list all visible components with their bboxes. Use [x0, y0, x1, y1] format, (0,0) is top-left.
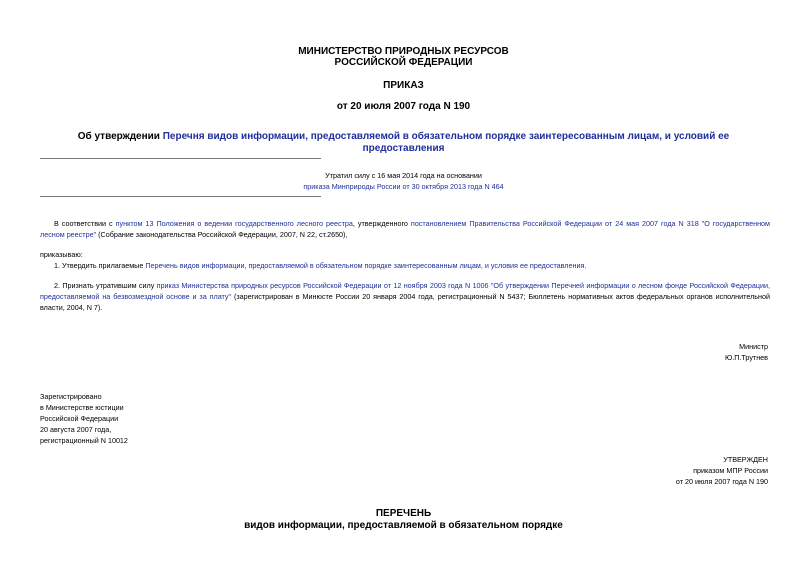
item-2-end: (зарегистрирован в Минюсте России 20 января 2004 года, регистрационный N 5437; Бюллетень нормативных актов федеральных органов исполнительной власти, 2004, N 7).	[40, 292, 770, 312]
approval-line-3: от 20 июля 2007 года N 190	[675, 477, 768, 486]
registration-block	[40, 391, 240, 446]
ministry-line-1: МИНИСТЕРСТВО ПРИРОДНЫХ РЕСУРСОВ	[298, 46, 509, 57]
list-heading-line-2: видов информации, предоставляемой в обязательном порядке	[244, 520, 563, 531]
item-1-text: 1. Утвердить прилагаемые	[54, 261, 146, 270]
divider-bottom	[40, 196, 321, 197]
ministry-heading	[0, 46, 807, 68]
order-word: приказываю:	[40, 250, 83, 259]
status-note	[40, 170, 767, 192]
approval-line-2: приказом МПР России	[693, 466, 768, 475]
item-1-end: .	[584, 261, 587, 270]
approval-line-1: УТВЕРЖДЕН	[723, 455, 768, 464]
registration-line-2: в Министерстве юстиции	[40, 403, 124, 412]
item-2-text: 2. Признать утратившим силу	[54, 281, 157, 290]
registration-line-5: регистрационный N 10012	[40, 436, 128, 445]
status-note-link[interactable]: приказа Минприроды России от 30 октября 2013 года N 464	[303, 182, 504, 191]
preamble-text-3: (Собрание законодательства Российской Федерации, 2007, N 22, ст.2650),	[96, 230, 348, 239]
preamble-link-2[interactable]: постановлением Правительства Российской Федерации от 24 мая 2007 года N 318 "О государственном лесном реестре"	[40, 219, 770, 239]
registration-line-3: Российской Федерации	[40, 414, 119, 423]
title-prefix: Об утверждении	[77, 131, 163, 142]
document-title	[40, 131, 767, 155]
title-link[interactable]: Перечня видов информации, предоставляемой в обязательном порядке заинтересованным лицам, и условий ее предоставления	[162, 131, 730, 154]
preamble-text-2: , утвержденного	[352, 219, 411, 228]
list-heading-line-1: ПЕРЕЧЕНЬ	[375, 508, 432, 519]
doc-date: от 20 июля 2007 года N 190	[336, 101, 471, 112]
preamble-paragraph	[40, 218, 770, 240]
doc-type: ПРИКАЗ	[383, 80, 424, 91]
signature-block	[560, 341, 768, 363]
status-note-text: Утратил силу с 16 мая 2014 года на основании	[325, 171, 482, 180]
item-1-link[interactable]: Перечень видов информации, предоставляемой в обязательном порядке заинтересованным лицам, и условия ее предоставления	[145, 261, 585, 270]
preamble-link-1[interactable]: пунктом 13 Положения о ведении государственного лесного реестра	[115, 219, 353, 228]
ministry-line-2: РОССИЙСКОЙ ФЕДЕРАЦИИ	[334, 57, 473, 68]
registration-line-1: Зарегистрировано	[40, 392, 102, 401]
item-2-link[interactable]: приказ Министерства природных ресурсов Российской Федерации от 12 ноября 2003 года N 1006 "Об утверждении Перечней информации о лесном фонде Российской Федерации, предоставляемой на безвозмездной основе и за плату"	[40, 281, 770, 301]
approval-block	[560, 454, 768, 487]
signature-position: Министр	[739, 342, 768, 351]
divider-top	[40, 158, 321, 159]
item-1	[40, 260, 770, 271]
list-heading	[0, 508, 807, 532]
registration-line-4: 20 августа 2007 года,	[40, 425, 112, 434]
preamble-text-1: В соответствии с	[54, 219, 116, 228]
signature-name: Ю.П.Трутнев	[725, 353, 768, 362]
item-2	[40, 280, 770, 313]
